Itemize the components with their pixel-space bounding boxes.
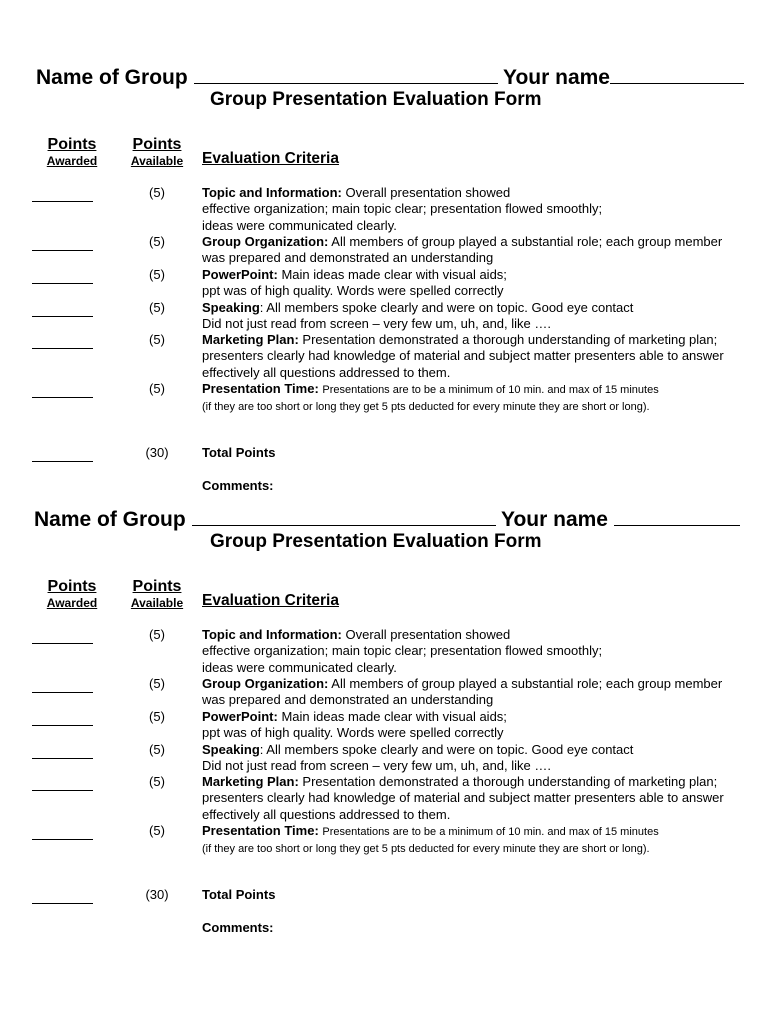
criteria-description	[202, 742, 762, 775]
criteria-line: Did not just read from screen – very few um, uh, and, like ….	[202, 316, 551, 332]
points-awarded-blank[interactable]	[32, 269, 93, 284]
criteria-line: ppt was of high quality. Words were spelled correctly	[202, 283, 504, 299]
criteria-heading: Presentation Time:	[202, 381, 319, 396]
points-available-header-bottom: Available	[130, 154, 184, 168]
criteria-line: ideas were communicated clearly.	[202, 659, 397, 675]
criteria-line: : All members spoke clearly and were on topic. Good eye contact	[259, 742, 634, 757]
criteria-heading: Speaking	[202, 300, 260, 315]
form-header	[36, 64, 744, 90]
your-name-blank[interactable]	[614, 506, 740, 526]
criteria-line: Presentations are to be a minimum of 10 min. and max of 15 minutes	[322, 384, 659, 396]
criteria-description	[202, 381, 762, 416]
criteria-line: effectively all questions addressed to them.	[202, 364, 451, 380]
criteria-line: ppt was of high quality. Words were spelled correctly	[202, 725, 504, 741]
points-available-value: (5)	[149, 774, 165, 789]
criteria-line: (if they are too short or long they get 5 pts deducted for every minute they are short or long).	[202, 843, 650, 856]
points-awarded-header-top: Points	[47, 136, 97, 153]
points-available-value: (5)	[149, 676, 165, 691]
points-available-header	[124, 578, 190, 610]
points-available-header-top: Points	[132, 136, 182, 153]
criteria-line: Presentation demonstrated a thorough understanding of marketing plan;	[302, 332, 718, 347]
points-awarded-blank[interactable]	[32, 776, 93, 791]
points-awarded-blank[interactable]	[32, 825, 93, 840]
points-awarded-blank[interactable]	[32, 334, 93, 349]
points-available-value: (5)	[149, 185, 165, 200]
criteria-line: was prepared and demonstrated an understanding	[202, 250, 494, 266]
points-available-value: (5)	[149, 332, 165, 347]
your-name-label: Your name	[501, 508, 608, 531]
points-available-value: (5)	[149, 381, 165, 396]
points-awarded-header-bottom: Awarded	[46, 154, 98, 168]
points-available-value: (5)	[149, 742, 165, 757]
total-points-blank[interactable]	[32, 447, 93, 462]
criteria-description	[202, 185, 762, 234]
criteria-description	[202, 300, 762, 333]
criteria-heading: Marketing Plan:	[202, 332, 299, 347]
points-awarded-blank[interactable]	[32, 302, 93, 317]
criteria-heading: PowerPoint:	[202, 267, 278, 282]
criteria-line: presenters clearly had knowledge of material and subject matter presenters able to answer	[202, 348, 724, 364]
criteria-line: Did not just read from screen – very few um, uh, and, like ….	[202, 758, 551, 774]
criteria-heading: Group Organization:	[202, 676, 329, 691]
total-points-available: (30)	[145, 887, 169, 902]
form-title: Group Presentation Evaluation Form	[210, 89, 542, 110]
points-awarded-blank[interactable]	[32, 678, 93, 693]
points-awarded-blank[interactable]	[32, 711, 93, 726]
criteria-heading: Marketing Plan:	[202, 774, 299, 789]
criteria-heading: Group Organization:	[202, 234, 329, 249]
criteria-description	[202, 823, 762, 858]
form-header	[34, 506, 740, 532]
points-awarded-blank[interactable]	[32, 629, 93, 644]
criteria-heading: Topic and Information:	[202, 627, 342, 642]
criteria-description	[202, 627, 762, 676]
group-name-blank[interactable]	[192, 506, 496, 526]
group-name-label: Name of Group	[36, 66, 188, 89]
criteria-line: effective organization; main topic clear; presentation flowed smoothly;	[202, 643, 603, 659]
comments-label: Comments:	[202, 920, 274, 935]
criteria-line: effective organization; main topic clear; presentation flowed smoothly;	[202, 201, 603, 217]
total-points-label: Total Points	[202, 887, 276, 902]
points-awarded-header-bottom: Awarded	[46, 596, 98, 610]
total-points-blank[interactable]	[32, 889, 93, 904]
group-name-blank[interactable]	[194, 64, 498, 84]
points-available-value: (5)	[149, 300, 165, 315]
criteria-heading: Speaking	[202, 742, 260, 757]
points-available-value: (5)	[149, 234, 165, 249]
criteria-description	[202, 676, 762, 709]
points-awarded-header	[40, 136, 104, 168]
criteria-line: Presentation demonstrated a thorough understanding of marketing plan;	[302, 774, 718, 789]
criteria-line: Main ideas made clear with visual aids;	[281, 709, 507, 724]
total-points-available: (30)	[145, 445, 169, 460]
points-awarded-header	[40, 578, 104, 610]
group-name-label: Name of Group	[34, 508, 186, 531]
points-awarded-blank[interactable]	[32, 187, 93, 202]
your-name-label: Your name	[503, 66, 610, 89]
total-points-label: Total Points	[202, 445, 276, 460]
points-awarded-blank[interactable]	[32, 236, 93, 251]
criteria-line: All members of group played a substantial role; each group member	[331, 676, 723, 691]
evaluation-criteria-header: Evaluation Criteria	[202, 592, 339, 609]
criteria-heading: Topic and Information:	[202, 185, 342, 200]
points-awarded-header-top: Points	[47, 578, 97, 595]
criteria-description	[202, 332, 762, 381]
form-title: Group Presentation Evaluation Form	[210, 531, 542, 552]
criteria-line: Main ideas made clear with visual aids;	[281, 267, 507, 282]
your-name-blank[interactable]	[610, 64, 744, 84]
criteria-description	[202, 774, 762, 823]
criteria-line: ideas were communicated clearly.	[202, 217, 397, 233]
points-available-value: (5)	[149, 709, 165, 724]
points-available-value: (5)	[149, 627, 165, 642]
criteria-description	[202, 234, 762, 267]
points-available-value: (5)	[149, 267, 165, 282]
criteria-line: presenters clearly had knowledge of material and subject matter presenters able to answer	[202, 790, 724, 806]
criteria-line: Presentations are to be a minimum of 10 min. and max of 15 minutes	[322, 826, 659, 838]
points-awarded-blank[interactable]	[32, 744, 93, 759]
points-awarded-blank[interactable]	[32, 383, 93, 398]
criteria-line: All members of group played a substantial role; each group member	[331, 234, 723, 249]
points-available-value: (5)	[149, 823, 165, 838]
criteria-line: : All members spoke clearly and were on topic. Good eye contact	[259, 300, 634, 315]
comments-label: Comments:	[202, 478, 274, 493]
criteria-line: effectively all questions addressed to them.	[202, 806, 451, 822]
evaluation-criteria-header: Evaluation Criteria	[202, 150, 339, 167]
criteria-description	[202, 267, 762, 300]
criteria-line: was prepared and demonstrated an understanding	[202, 692, 494, 708]
criteria-line: Overall presentation showed	[345, 185, 511, 200]
criteria-line: (if they are too short or long they get 5 pts deducted for every minute they are short or long).	[202, 401, 650, 414]
criteria-heading: Presentation Time:	[202, 823, 319, 838]
points-available-header	[124, 136, 190, 168]
criteria-line: Overall presentation showed	[345, 627, 511, 642]
points-available-header-bottom: Available	[130, 596, 184, 610]
criteria-heading: PowerPoint:	[202, 709, 278, 724]
criteria-description	[202, 709, 762, 742]
points-available-header-top: Points	[132, 578, 182, 595]
